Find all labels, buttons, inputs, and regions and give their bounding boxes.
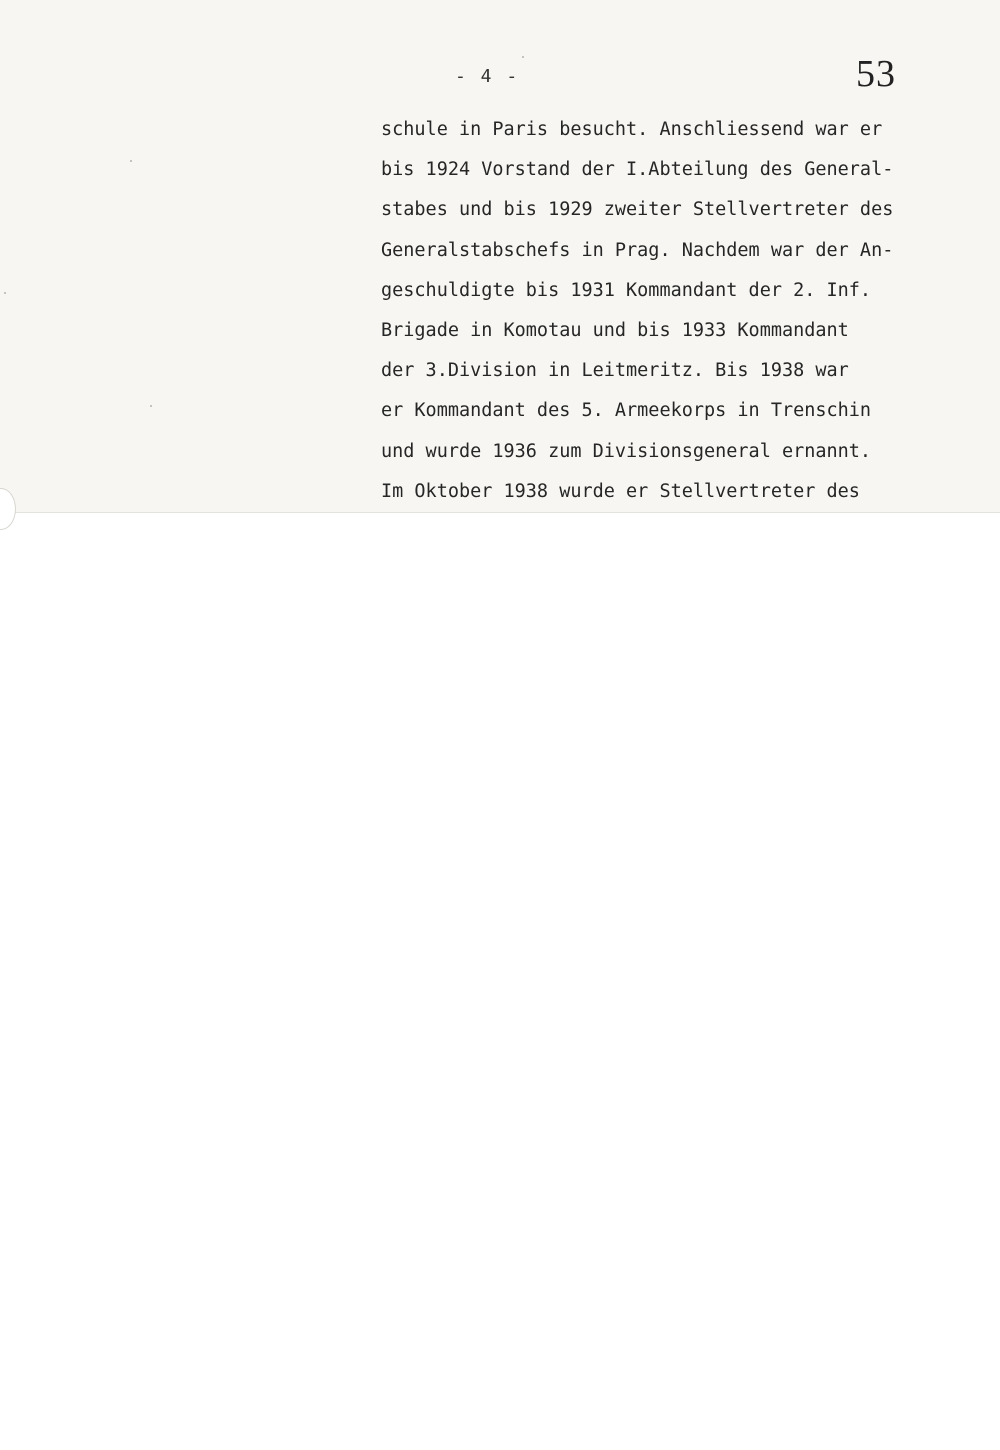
punch-hole	[0, 488, 16, 530]
body-text	[381, 110, 981, 512]
text-line: bis 1924 Vorstand der I.Abteilung des General-	[381, 159, 894, 181]
paper-speck	[150, 405, 152, 407]
text-line: Brigade in Komotau und bis 1933 Kommandant	[381, 320, 849, 342]
text-line: Generalstabschefs in Prag. Nachdem war der An-	[381, 239, 894, 261]
paper-speck	[130, 160, 132, 162]
page-marker: - 4 -	[455, 66, 520, 87]
text-line: der 3.Division in Leitmeritz. Bis 1938 war	[381, 360, 849, 382]
paper-speck	[522, 56, 524, 58]
paper-speck	[4, 292, 6, 294]
text-line: Im Oktober 1938 wurde er Stellvertreter des	[381, 480, 860, 502]
text-line: stabes und bis 1929 zweiter Stellvertreter des	[381, 199, 894, 221]
document-sheet	[0, 0, 1000, 513]
text-line: geschuldigte bis 1931 Kommandant der 2. Inf.	[381, 279, 872, 301]
folio-number: 53	[856, 53, 896, 95]
text-line: er Kommandant des 5. Armeekorps in Trenschin	[381, 400, 872, 422]
text-line: schule in Paris besucht. Anschliessend war er	[381, 119, 883, 140]
text-line: und wurde 1936 zum Divisionsgeneral ernannt.	[381, 440, 872, 462]
